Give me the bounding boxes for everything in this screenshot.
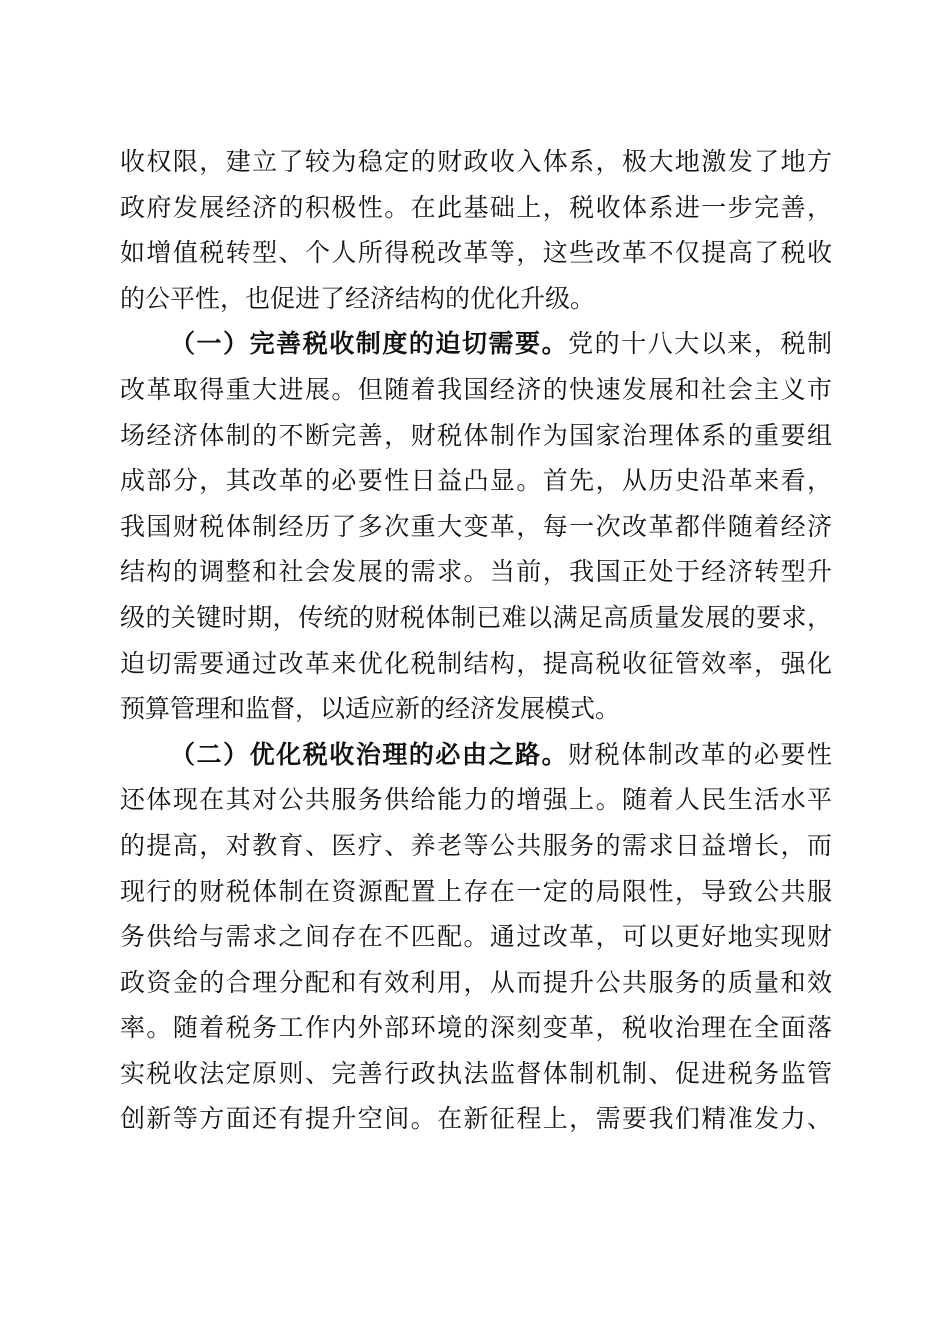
text-line: 改革取得重大进展。但随着我国经济的快速发展和社会主义市 (120, 374, 832, 404)
text-line: 创新等方面还有提升空间。在新征程上，需要我们精准发力、 (120, 1104, 832, 1134)
heading-line-rest: 党的十八大以来，税制 (568, 329, 832, 359)
section-heading-2: （二）优化税收治理的必由之路。 (170, 739, 569, 769)
paragraph-first-line (120, 732, 832, 778)
text-line: 政资金的合理分配和有效利用，从而提升公共服务的质量和效 (120, 967, 832, 997)
text-line: 我国财税体制经历了多次重大变革，每一次改革都伴随着经济 (120, 511, 832, 541)
paragraph-first-line (120, 321, 832, 367)
text-line: 收权限，建立了较为稳定的财政收入体系，极大地激发了地方 (120, 147, 832, 176)
text-line: 率。随着税务工作内外部环境的深刻变革，税收治理在全面落 (120, 1013, 832, 1043)
text-line: 成部分，其改革的必要性日益凸显。首先，从历史沿革来看， (120, 466, 832, 496)
text-line: 实税收法定原则、完善行政执法监督体制机制、促进税务监管 (120, 1058, 832, 1088)
section-heading-1: （一）完善税收制度的迫切需要。 (170, 329, 569, 359)
text-line: 结构的调整和社会发展的需求。当前，我国正处于经济转型升 (120, 557, 832, 587)
text-line: 场经济体制的不断完善，财税体制作为国家治理体系的重要组 (120, 420, 832, 450)
heading-line-rest: 财税体制改革的必要性 (568, 739, 832, 769)
text-line: 的公平性，也促进了经济结构的优化升级。 (120, 283, 596, 313)
text-line: 务供给与需求之间存在不匹配。通过改革，可以更好地实现财 (120, 922, 832, 952)
text-line: 还体现在其对公共服务供给能力的增强上。随着人民生活水平 (120, 785, 832, 815)
text-line: 预算管理和监督，以适应新的经济发展模式。 (120, 694, 621, 724)
text-line: 迫切需要通过改革来优化税制结构，提高税收征管效率，强化 (120, 648, 832, 678)
text-line: 现行的财税体制在资源配置上存在一定的局限性，导致公共服 (120, 876, 832, 906)
text-line: 的提高，对教育、医疗、养老等公共服务的需求日益增长，而 (120, 830, 832, 860)
document-body (120, 139, 832, 1142)
text-line: 级的关键时期，传统的财税体制已难以满足高质量发展的要求， (120, 602, 832, 632)
text-line: 如增值税转型、个人所得税改革等，这些改革不仅提高了税收 (120, 238, 832, 268)
text-line: 政府发展经济的积极性。在此基础上，税收体系进一步完善， (120, 192, 832, 222)
